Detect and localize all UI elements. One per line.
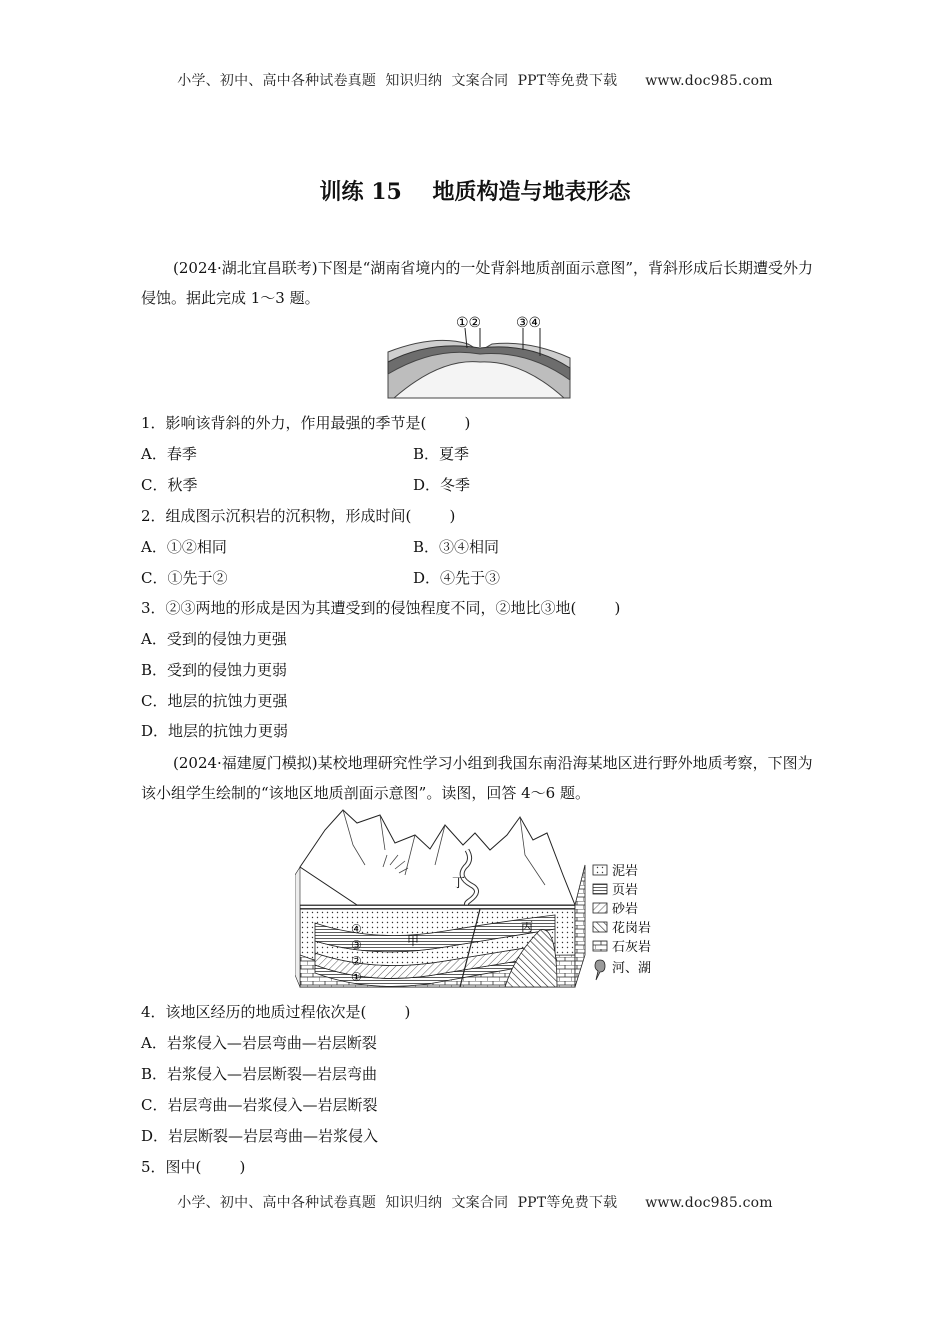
q1-option-c[interactable]: C．秋季 <box>141 476 198 494</box>
q2-stem: 2．组成图示沉积岩的沉积物，形成时间( ) <box>141 507 456 525</box>
fig1-label-34: ③④ <box>516 315 542 331</box>
terrain-surface <box>300 810 575 905</box>
label-1: ① <box>351 970 362 984</box>
q1-option-a[interactable]: A．春季 <box>141 445 197 463</box>
q2-option-b[interactable]: B．③④相同 <box>413 538 500 556</box>
label-jia: 甲 <box>407 934 420 948</box>
legend-mudstone: 泥岩 <box>612 864 639 879</box>
legend-limestone: 石灰岩 <box>612 940 652 955</box>
legend-granite: 花岗岩 <box>612 921 652 936</box>
page-header: 小学、初中、高中各种试卷真题 知识归纳 文案合同 PPT等免费下载 www.doc985.com <box>177 73 773 89</box>
intro-paragraph-2: (2024·福建厦门模拟)某校地理研究性学习小组到我国东南沿海某地区进行野外地质考察，下图为该小组学生绘制的“该地区地质剖面示意图”。读图，回答 4～6 题。 <box>141 754 813 802</box>
geologic-section-figure <box>295 805 665 990</box>
q3-option-c[interactable]: C．地层的抗蚀力更强 <box>141 692 288 710</box>
q2-option-d[interactable]: D．④先于③ <box>413 569 501 587</box>
fig1-label-12: ①② <box>456 315 482 331</box>
q1-stem: 1．影响该背斜的外力，作用最强的季节是( ) <box>141 414 471 432</box>
q4-option-d[interactable]: D．岩层断裂—岩层弯曲—岩浆侵入 <box>141 1127 379 1145</box>
q3-option-d[interactable]: D．地层的抗蚀力更弱 <box>141 722 289 740</box>
q3-stem: 3．②③两地的形成是因为其遭受到的侵蚀程度不同，②地比③地( ) <box>141 599 621 617</box>
label-4: ④ <box>351 922 362 936</box>
q4-option-b[interactable]: B．岩浆侵入—岩层断裂—岩层弯曲 <box>141 1065 378 1083</box>
label-3: ③ <box>351 938 362 952</box>
q1-option-d[interactable]: D．冬季 <box>413 476 471 494</box>
q4-stem: 4．该地区经历的地质过程依次是( ) <box>141 1003 411 1021</box>
legend-sandstone: 砂岩 <box>612 902 639 917</box>
q4-option-c[interactable]: C．岩层弯曲—岩浆侵入—岩层断裂 <box>141 1096 378 1114</box>
page-footer: 小学、初中、高中各种试卷真题 知识归纳 文案合同 PPT等免费下载 www.doc985.com <box>177 1195 773 1211</box>
label-2: ② <box>351 954 362 968</box>
intro-paragraph-1: (2024·湖北宜昌联考)下图是“湖南省境内的一处背斜地质剖面示意图”，背斜形成后长期遭受外力侵蚀。据此完成 1～3 题。 <box>141 259 813 307</box>
q2-option-a[interactable]: A．①②相同 <box>141 538 227 556</box>
anticline-figure <box>380 312 580 400</box>
q1-option-b[interactable]: B．夏季 <box>413 445 470 463</box>
q3-option-b[interactable]: B．受到的侵蚀力更弱 <box>141 661 288 679</box>
legend-river-lake: 河、湖 <box>612 961 652 976</box>
q5-stem: 5．图中( ) <box>141 1158 246 1176</box>
river-lake-icon <box>595 960 605 980</box>
q3-option-a[interactable]: A．受到的侵蚀力更强 <box>141 630 287 648</box>
label-bing: 丙 <box>521 920 534 934</box>
label-ding: 丁 <box>452 876 466 891</box>
q2-option-c[interactable]: C．①先于② <box>141 569 228 587</box>
legend-shale: 页岩 <box>612 883 639 898</box>
q4-option-a[interactable]: A．岩浆侵入—岩层弯曲—岩层断裂 <box>141 1034 377 1052</box>
legend <box>593 863 651 980</box>
page-title: 训练 15 地质构造与地表形态 <box>319 179 631 205</box>
